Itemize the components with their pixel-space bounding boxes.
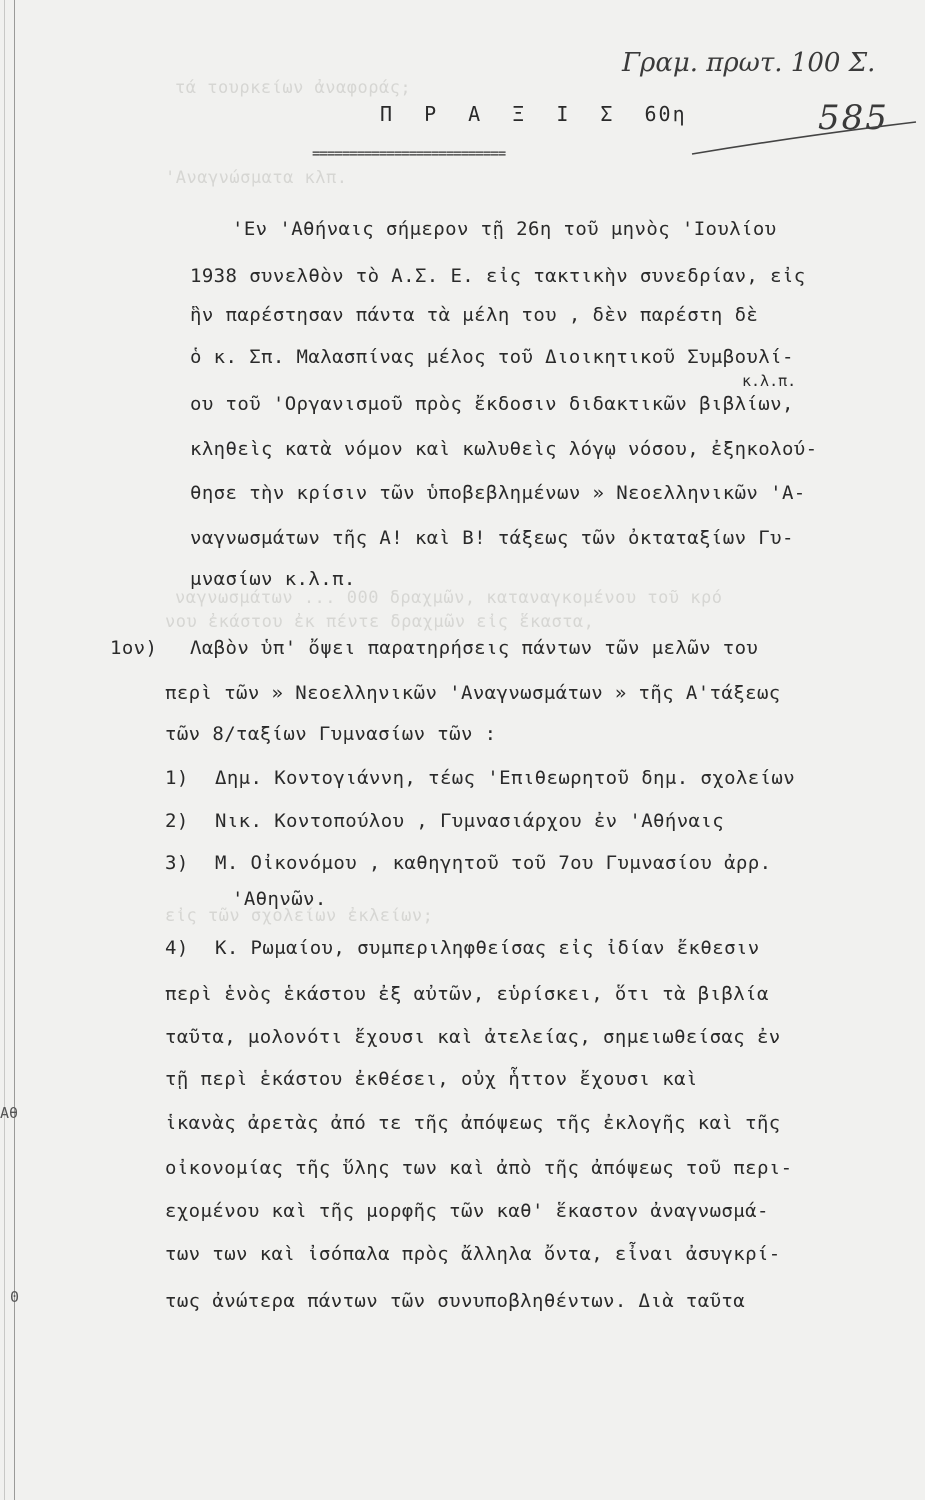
paragraph-line: οἰκονομίας τῆς ὕλης των καὶ ἀπὸ τῆς ἀπόψεως τοῦ περι- [165,1157,793,1179]
title-word: Π Ρ Α Ξ Ι Σ [380,102,623,126]
list-item-number: 3) [165,852,189,874]
bleed-through-line: τά τουρκείων ἀναφοράς; [175,78,412,98]
section-line: τῶν 8/ταξίων Γυμνασίων τῶν : [165,723,497,745]
paragraph-line: τῇ περὶ ἑκάστου ἐκθέσει, οὐχ ἧττον ἔχουσι καὶ [165,1068,698,1090]
paragraph-line: ου τοῦ 'Οργανισμοῦ πρὸς ἔκδοσιν διδακτικῶν βιβλίων, [190,393,794,415]
paragraph-line: ἣν παρέστησαν πάντα τὰ μέλη του , δὲν παρέστη δὲ [190,304,759,326]
title-underline: ========================== [312,146,506,162]
handwritten-page-number: 585 [818,98,889,138]
list-item-number: 2) [165,810,189,832]
section-line: Λαβὸν ὑπ' ὄψει παρατηρήσεις πάντων τῶν μελῶν του [190,637,759,659]
list-item-text: 'Αθηνῶν. [232,888,327,910]
paragraph-line: 'Εν 'Αθήναις σήμερον τῇ 26η τοῦ μηνὸς 'Ιουλίου [232,218,777,240]
paragraph-line: θησε τὴν κρίσιν τῶν ὑποβεβλημένων » Νεοελληνικῶν 'Α- [190,482,806,504]
paragraph-line: ταῦτα, μολονότι ἔχουσι καὶ ἀτελείας, σημειωθείσας ἐν [165,1026,781,1048]
list-item-number: 1) [165,767,189,789]
document-title [380,102,687,126]
paragraph-line: ναγνωσμάτων τῆς Α! καὶ Β! τάξεως τῶν ὀκταταξίων Γυ- [190,527,794,549]
paragraph-line: ὁ κ. Σπ. Μαλασπίνας μέλος τοῦ Διοικητικοῦ Συμβουλί- [190,346,794,368]
paragraph-line: 1938 συνελθὸν τὸ Α.Σ. Ε. εἰς τακτικὴν συνεδρίαν, εἰς [190,265,806,287]
margin-mark: Αθ [0,1104,19,1122]
page-edge-line [14,0,15,1500]
paragraph-line: κληθεὶς κατὰ νόμον καὶ κωλυθεὶς λόγῳ νόσου, ἐξηκολού- [190,438,818,460]
section-label: 1ον) [110,637,158,659]
bleed-through-line: νου ἐκάστου ἐκ πέντε δραχμῶν εἰς ἕκαστα, [165,612,595,632]
title-number: 60η [644,102,687,126]
page-edge-shadow [4,0,5,1500]
paragraph-line: ἱκανὰς ἀρετὰς ἀπό τε τῆς ἀπόψεως τῆς ἐκλογῆς καὶ τῆς [165,1112,781,1134]
list-item-text: Δημ. Κοντογιάννη, τέως 'Επιθεωρητοῦ δημ. σχολείων [215,767,796,789]
bleed-through-line: ναγνωσμάτων ... 000 δραχμῶν, καταναγκομένου τοῦ κρό [175,588,723,608]
paragraph-line: περὶ ἑνὸς ἑκάστου ἐξ αὐτῶν, εὑρίσκει, ὅτι τὰ βιβλία [165,983,769,1005]
interlinear-note: κ.λ.π. [742,372,797,390]
list-item-text: Μ. Οἰκονόμου , καθηγητοῦ τοῦ 7ου Γυμνασίου ἀρρ. [215,852,772,874]
annotation-stroke [690,118,920,158]
bleed-through-line: 'Αναγνώσματα κλπ. [165,168,348,188]
list-item-text: Νικ. Κοντοπούλου , Γυμνασιάρχου ἐν 'Αθήναις [215,810,725,832]
handwritten-reference: Γραμ. πρωτ. 100 Σ. [622,48,876,78]
paragraph-line: εχομένου καὶ τῆς μορφῆς τῶν καθ' ἕκαστον ἀναγνωσμά- [165,1200,769,1222]
margin-mark: 0 [10,1288,20,1306]
section-line: περὶ τῶν » Νεοελληνικῶν 'Αναγνωσμάτων » τῆς Α'τάξεως [165,682,781,704]
list-item-text: Κ. Ρωμαίου, συμπεριληφθείσας εἰς ἰδίαν ἔκθεσιν [215,937,760,959]
paragraph-line: των των καὶ ἰσόπαλα πρὸς ἄλληλα ὄντα, εἶναι ἀσυγκρί- [165,1243,781,1265]
paragraph-line: μνασίων κ.λ.π. [190,568,356,590]
list-item-number: 4) [165,937,189,959]
bleed-through-line: εἰς τῶν σχολείων ἐκλείων; [165,906,434,926]
paragraph-line: τως ἀνώτερα πάντων τῶν συνυποβληθέντων. Διὰ ταῦτα [165,1290,746,1312]
